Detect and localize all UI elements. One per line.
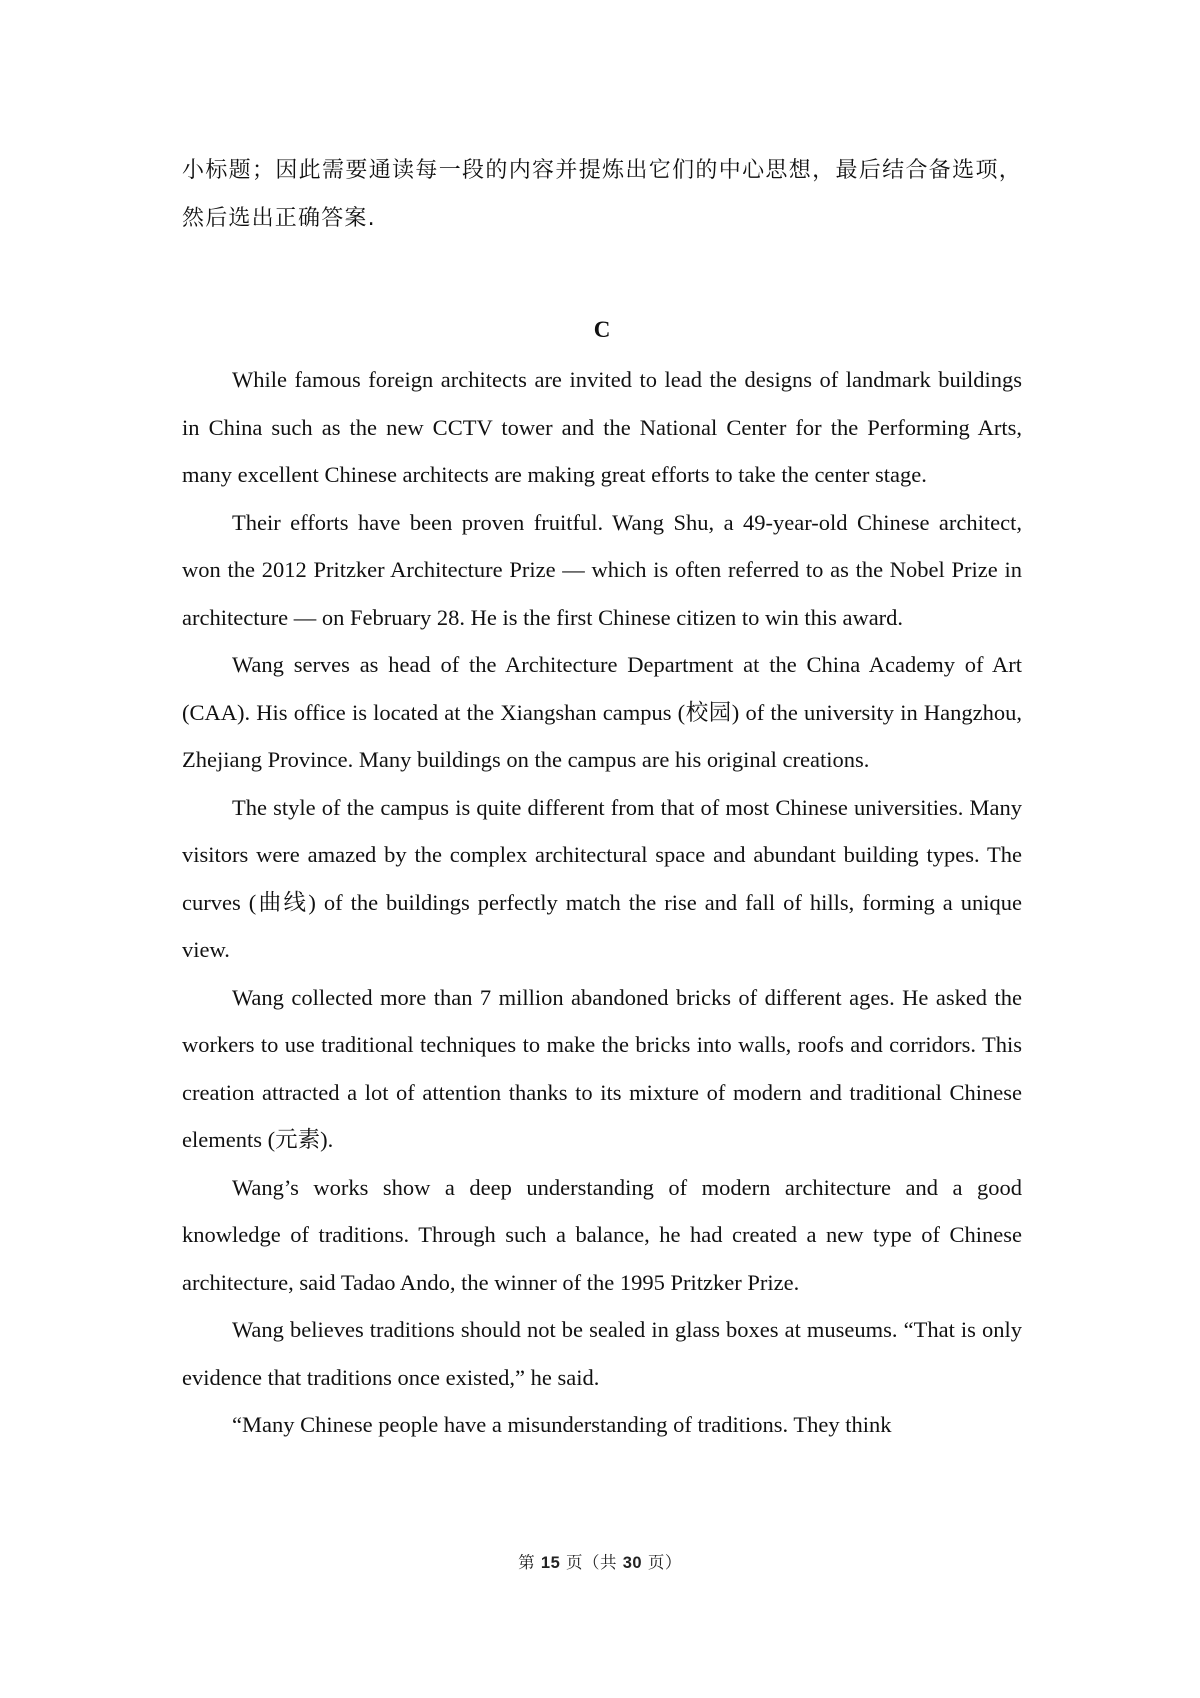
paragraph-5: Wang collected more than 7 million abandoned bricks of different ages. He asked the workers to use traditional techniques to make the bricks into walls, roofs and corridors. This creation attracted a lot of attention thanks to its mixture of modern and traditional Chinese elements (元素).	[182, 984, 1022, 1152]
footer-total-pages: 30	[622, 1554, 643, 1572]
paragraph-7: Wang believes traditions should not be sealed in glass boxes at museums. “That is only evidence that traditions once existed,” he said.	[182, 1317, 1022, 1390]
page-content	[182, 147, 1022, 1449]
footer-current-page: 15	[540, 1554, 561, 1572]
lead-text: 小标题；因此需要通读每一段的内容并提炼出它们的中心思想，最后结合备选项，然后选出正确答案.	[182, 158, 1022, 231]
footer-suffix: 页）	[647, 1553, 682, 1572]
paragraph-8: “Many Chinese people have a misunderstanding of traditions. They think	[232, 1412, 892, 1437]
paragraph-3: Wang serves as head of the Architecture Department at the China Academy of Art (CAA). His office is located at the Xiangshan campus (校园) of the university in Hangzhou, Zhejiang Province. Many buildings on the campus are his original creations.	[182, 652, 1022, 772]
footer-prefix: 第	[518, 1553, 536, 1572]
paragraph-2: Their efforts have been proven fruitful. Wang Shu, a 49-year-old Chinese architect, won the 2012 Pritzker Architecture Prize — which is often referred to as the Nobel Prize in architecture — on February 28. He is the first Chinese citizen to win this award.	[182, 509, 1022, 630]
paragraph-1: While famous foreign architects are invited to lead the designs of landmark buildings in China such as the new CCTV tower and the National Center for the Performing Arts, many excellent Chinese architects are making great efforts to take the center stage.	[182, 367, 1022, 487]
page-footer	[0, 1549, 1200, 1573]
footer-middle: 页（共	[566, 1553, 617, 1572]
section-heading: C	[593, 317, 611, 342]
paragraph-6: Wang’s works show a deep understanding of modern architecture and a good knowledge of traditions. Through such a balance, he had created a new type of Chinese architecture, said Tadao Ando, the winner of the 1995 Pritzker Prize.	[182, 1174, 1022, 1295]
paragraph-4: The style of the campus is quite different from that of most Chinese universities. Many visitors were amazed by the complex architectural space and abundant building types. The curves (曲线) of the buildings perfectly match the rise and fall of hills, forming a unique view.	[182, 794, 1022, 962]
